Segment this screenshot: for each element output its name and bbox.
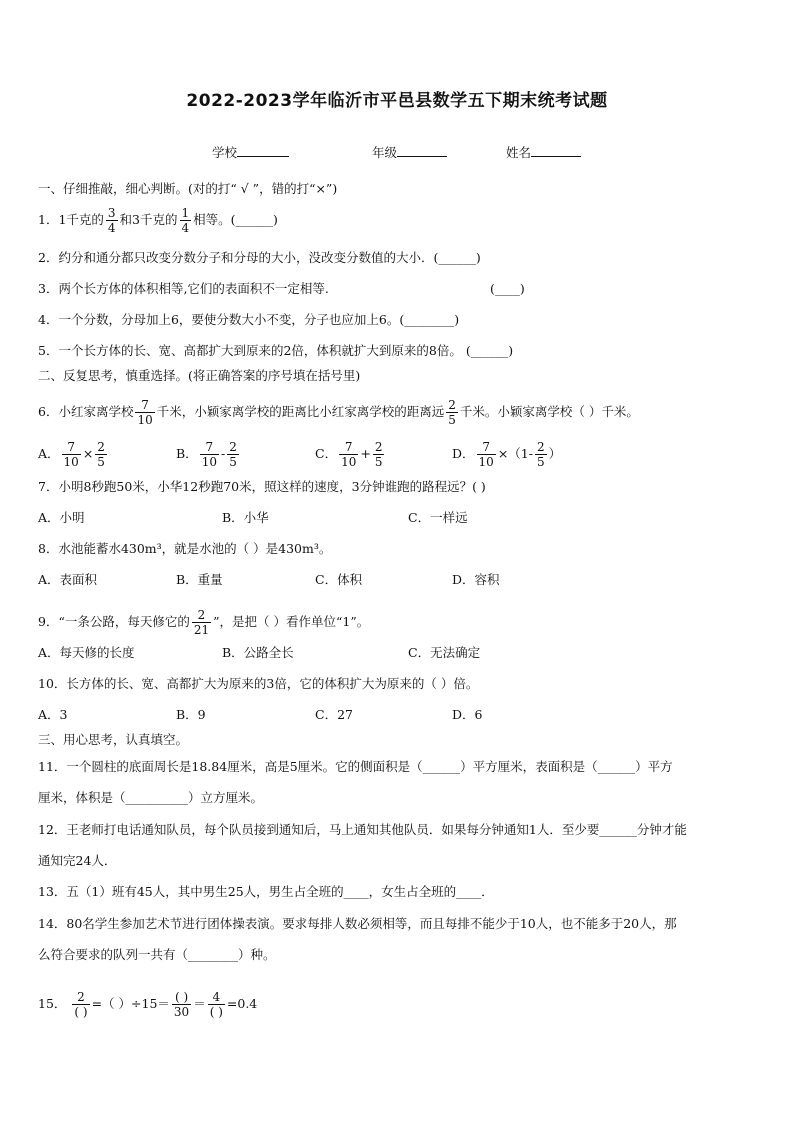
school-field: [212, 143, 289, 161]
section1-heading: 一、仔细推敲，细心判断。(对的打“ √ ”，错的打“×”): [38, 181, 338, 196]
question-7: 7．小明8秒跑50米，小华12秒跑70米，照这样的速度，3分钟谁跑的路程远？( ): [38, 479, 486, 494]
school-blank[interactable]: [237, 144, 289, 157]
q9-option-b[interactable]: B．公路全长: [222, 645, 294, 660]
page-title: 2022-2023学年临沂市平邑县数学五下期末统考试题: [186, 91, 608, 111]
question-13: 13．五（1）班有45人，其中男生25人，男生占全班的____，女生占全班的____．: [38, 884, 494, 899]
q10-option-c[interactable]: C．27: [315, 707, 353, 722]
q15-equation-tail: =0.4: [226, 996, 258, 1011]
name-label: 姓名: [506, 145, 532, 160]
q15-equation-b: ＝: [193, 996, 206, 1011]
question-5: 5．一个长方体的长、宽、高都扩大到原来的2倍，体积就扩大到原来的8倍。 (______): [38, 343, 514, 358]
q7-option-a[interactable]: A．小明: [38, 510, 85, 525]
q9-text-b: ”，是把（ ）看作单位“1”。: [213, 614, 370, 629]
section3-heading: 三、用心思考，认真填空。: [38, 732, 189, 747]
question-4: 4．一个分数，分母加上6，要使分数大小不变，分子也应加上6。(________): [38, 312, 460, 327]
question-2: 2．约分和通分都只改变分数分子和分母的大小，没改变分数值的大小．(______): [38, 250, 481, 265]
q6-fraction-2: $\frac{2}{5}$: [448, 398, 456, 427]
q8-option-a[interactable]: A．表面积: [38, 572, 98, 587]
question-3: [38, 281, 329, 297]
q6-fraction-1: $\frac{7}{10}$: [137, 398, 153, 427]
q1-text-c: 相等。(______): [193, 212, 278, 227]
q15-label: 15．: [38, 996, 67, 1011]
question-12-line2: 通知完24人．: [38, 853, 117, 868]
q10-option-d[interactable]: D．6: [452, 707, 483, 722]
q15-equation-a: =（ ）÷15＝: [91, 996, 170, 1011]
q1-text-a: 1．1千克的: [38, 212, 104, 227]
q9-option-a[interactable]: A．每天修的长度: [38, 645, 135, 660]
q9-fraction: $\frac{2}{21}$: [193, 608, 210, 637]
q10-option-a[interactable]: A．3: [38, 707, 68, 722]
q9-option-c[interactable]: C．无法确定: [408, 645, 481, 660]
q6-option-d[interactable]: D． $\frac{7}{10}$ ×（1- $\frac{2}{5}$ ）: [452, 440, 562, 469]
q6-option-b[interactable]: B． $\frac{7}{10}$ - $\frac{2}{5}$: [176, 440, 237, 469]
grade-field: [372, 143, 447, 161]
q1-fraction-2: $\frac{1}{4}$: [181, 206, 190, 235]
q1-fraction-1: $\frac{3}{4}$: [107, 206, 116, 235]
school-label: 学校: [212, 145, 238, 160]
section2-heading: 二、反复思考，慎重选择。(将正确答案的序号填在括号里): [38, 368, 361, 383]
name-blank[interactable]: [531, 144, 581, 157]
q15-fraction-3: $\frac{4}{( )}$: [209, 990, 223, 1019]
q3-answer-blank[interactable]: (____): [490, 281, 525, 296]
question-11-line2: 厘米，体积是（__________）立方厘米。: [38, 790, 264, 805]
q8-option-d[interactable]: D．容积: [452, 572, 500, 587]
question-14-line1: 14．80名学生参加艺术节进行团体操表演。要求每排人数必须相等，而且每排不能少于10人，也不能多于20人，那: [38, 916, 677, 931]
question-11-line1: 11．一个圆柱的底面周长是18.84厘米，高是5厘米。它的侧面积是（______）平方厘米，表面积是（______）平方: [38, 759, 673, 774]
question-8: 8．水池能蓄水430m³，就是水池的（ ）是430m³。: [38, 541, 332, 556]
q8-option-c[interactable]: C．体积: [315, 572, 363, 587]
q15-fraction-2: $\frac{( )}{30}$: [173, 990, 190, 1019]
grade-label: 年级: [372, 145, 398, 160]
q6-text-a: 6．小红家离学校: [38, 404, 134, 419]
question-12-line1: 12．王老师打电话通知队员，每个队员接到通知后，马上通知其他队员．如果每分钟通知1人．至少要______分钟才能: [38, 822, 687, 837]
q7-option-b[interactable]: B．小华: [222, 510, 269, 525]
question-6: [38, 398, 639, 427]
q6-option-c[interactable]: C． $\frac{7}{10}$ + $\frac{2}{5}$: [315, 440, 383, 469]
question-15: [38, 990, 257, 1019]
q6-text-c: 千米。小颖家离学校（ ）千米。: [459, 404, 639, 419]
q15-fraction-1: $\frac{2}{( )}$: [74, 990, 88, 1019]
q10-option-b[interactable]: B．9: [176, 707, 206, 722]
q8-option-b[interactable]: B．重量: [176, 572, 223, 587]
question-1: [38, 206, 278, 235]
grade-blank[interactable]: [397, 144, 447, 157]
question-14-line2: 么符合要求的队列一共有（________）种。: [38, 947, 276, 962]
q6-option-a[interactable]: A． $\frac{7}{10}$ × $\frac{2}{5}$: [38, 440, 105, 469]
q1-text-b: 和3千克的: [119, 212, 178, 227]
question-10: 10．长方体的长、宽、高都扩大为原来的3倍，它的体积扩大为原来的（ ）倍。: [38, 676, 479, 691]
q3-text: 3．两个长方体的体积相等,它们的表面积不一定相等.: [38, 281, 329, 296]
q7-option-c[interactable]: C．一样远: [408, 510, 468, 525]
name-field: [506, 143, 581, 161]
q9-text-a: 9．“一条公路，每天修它的: [38, 614, 190, 629]
question-9: [38, 608, 369, 637]
q6-text-b: 千米，小颖家离学校的距离比小红家离学校的距离远: [156, 404, 445, 419]
